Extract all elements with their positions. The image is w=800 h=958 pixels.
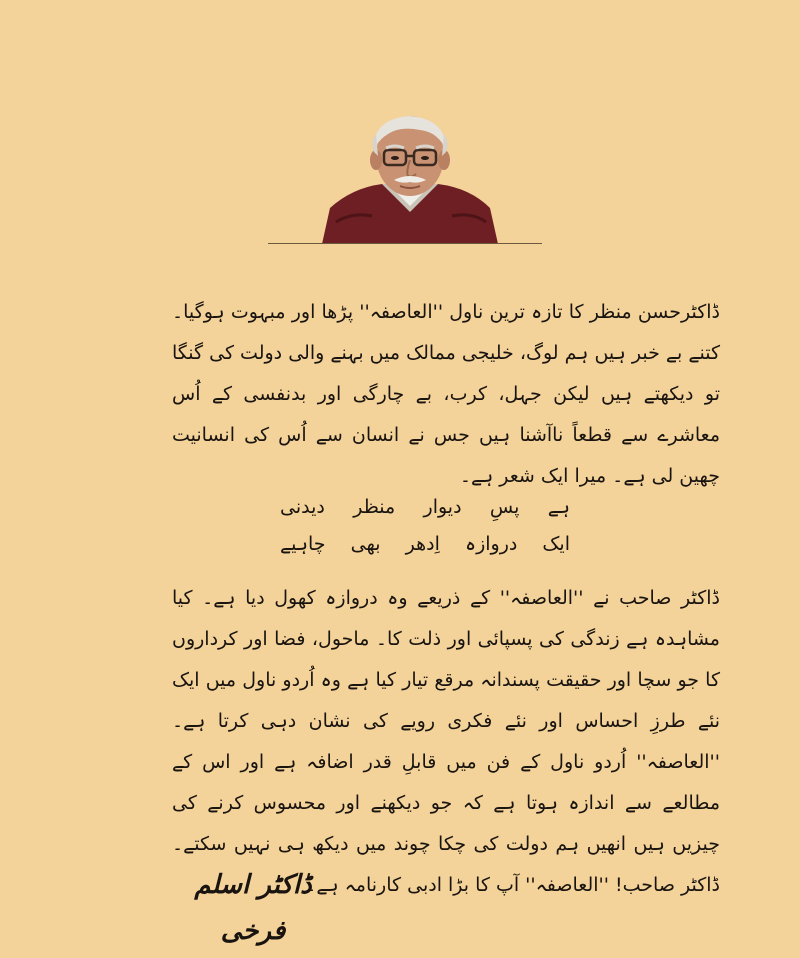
author-portrait bbox=[312, 112, 508, 244]
verse-word: ایک bbox=[542, 533, 570, 555]
review-paragraph bbox=[172, 578, 720, 906]
verse-line-1 bbox=[280, 488, 570, 526]
verse-word: اِدھر bbox=[405, 533, 440, 555]
signature: ڈاکٹر اسلم فرخی bbox=[194, 870, 312, 946]
verse-word: دروازہ bbox=[464, 533, 518, 555]
verse-line-2 bbox=[280, 525, 570, 563]
intro-paragraph-text: ڈاکٹرحسن منظر کا تازہ ترین ناول ''العاصفہ'' پڑھا اور مبہوت ہوگیا۔ کتنے بے خبر ہیں ہم لوگ، خلیجی ممالک میں بہنے والی دولت کی گنگا تو دیکھتے ہیں لیکن جہل، کرب، بے چارگی اور بدنفسی کے اُس معاشرے سے قطعاً ناآشنا ہیں جس نے انسان سے اُس کی انسانیت چھین لی ہے۔ میرا ایک شعر ہے۔ bbox=[172, 301, 720, 487]
verse-word: ہے bbox=[547, 496, 570, 518]
verse-word: بھی bbox=[350, 533, 381, 555]
review-paragraph-text: ڈاکٹر صاحب نے ''العاصفہ'' کے ذریعے وہ دروازہ کھول دیا ہے۔ کیا مشاہدہ ہے زندگی کی پسپائی اور ذلت کا۔ ماحول، فضا اور کرداروں کا جو سچا اور حقیقت پسندانہ مرقع تیار کیا ہے وہ اُردو ناول میں ایک نئے طرزِ احساس اور نئے فکری رویے کی نشان دہی کرتا ہے۔ ''العاصفہ'' اُردو ناول کے فن میں قابلِ قدر اضافہ ہے اور اس کے مطالعے سے اندازہ ہوتا ہے کہ جو دیکھنے اور محسوس کرنے کی چیزیں ہیں انھیں ہم دولت کی چکا چوند میں دیکھ ہی نہیں سکتے۔ ڈاکٹر صاحب! ''العاصفہ'' آپ کا بڑا ادبی کارنامہ ہے۔ bbox=[172, 587, 720, 896]
verse-word: چاہیے bbox=[280, 533, 326, 555]
portrait-divider bbox=[268, 243, 542, 244]
intro-paragraph bbox=[172, 292, 720, 497]
verse-word: منظر bbox=[353, 496, 396, 518]
verse-word: دیوار bbox=[423, 496, 462, 518]
verse-word: پسِ bbox=[489, 496, 520, 518]
verse-word: دیدنی bbox=[280, 496, 325, 518]
